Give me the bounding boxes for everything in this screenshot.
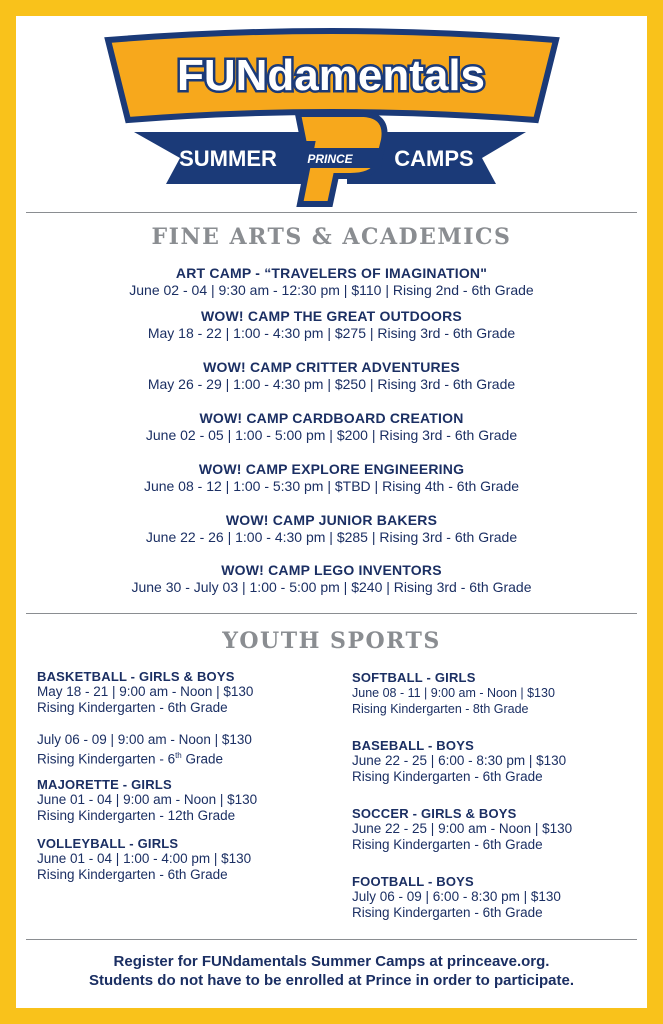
camp-name: WOW! CAMP CRITTER ADVENTURES — [203, 359, 460, 375]
camp-name: WOW! CAMP JUNIOR BAKERS — [225, 512, 438, 528]
sport-name: BASEBALL - BOYS — [352, 738, 474, 753]
fundamentals-logo — [16, 16, 647, 216]
sport-grades: Rising Kindergarten - 6th Grade — [352, 837, 543, 852]
divider-middle — [26, 613, 637, 614]
sport-schedule: June 22 - 25 | 9:00 am - Noon | $130 — [352, 821, 573, 836]
sport-grades: Rising Kindergarten - 6th Grade — [37, 700, 228, 715]
sport-schedule: June 22 - 25 | 6:00 - 8:30 pm | $130 — [352, 753, 567, 768]
sport-name: SOCCER - GIRLS & BOYS — [352, 806, 517, 821]
footer-eligibility-line: Students do not have to be enrolled at Prince in order to participate. — [88, 972, 575, 989]
camp-details: June 22 - 26 | 1:00 - 4:30 pm | $285 | Rising 3rd - 6th Grade — [145, 529, 518, 545]
sport-name: BASKETBALL - GIRLS & BOYS — [37, 669, 235, 684]
camp-lego-inventors — [16, 562, 647, 595]
camp-name: WOW! CAMP EXPLORE ENGINEERING — [198, 461, 465, 477]
camp-details: May 18 - 22 | 1:00 - 4:30 pm | $275 | Rising 3rd - 6th Grade — [147, 325, 516, 341]
sport-name: VOLLEYBALL - GIRLS — [37, 836, 179, 851]
sport-grades: Rising Kindergarten - 6th Grade — [352, 769, 543, 784]
footer-register-line: Register for FUNdamentals Summer Camps at princeave.org. — [113, 953, 550, 970]
camp-details: June 30 - July 03 | 1:00 - 5:00 pm | $240 | Rising 3rd - 6th Grade — [131, 579, 532, 595]
flyer-page — [16, 16, 647, 1008]
camp-art — [16, 265, 647, 298]
sport-name: SOFTBALL - GIRLS — [352, 670, 476, 685]
camp-critter-adventures — [16, 359, 647, 392]
sport-schedule: June 08 - 11 | 9:00 am - Noon | $130 — [352, 686, 555, 700]
youth-sports-heading: YOUTH SPORTS — [222, 628, 441, 654]
camp-name: WOW! CAMP CARDBOARD CREATION — [199, 410, 464, 426]
sport-basketball — [37, 669, 253, 768]
sport-name: MAJORETTE - GIRLS — [37, 777, 172, 792]
sport-volleyball — [37, 836, 251, 883]
prince-label: PRINCE — [307, 152, 353, 166]
camp-name: WOW! CAMP THE GREAT OUTDOORS — [201, 308, 462, 324]
logo-title: FUNdamentals — [176, 51, 486, 100]
sport-soccer — [352, 806, 572, 853]
footer — [16, 952, 647, 990]
camp-details: June 02 - 05 | 1:00 - 5:00 pm | $200 | Rising 3rd - 6th Grade — [145, 427, 518, 443]
fine-arts-heading: FINE ARTS & ACADEMICS — [151, 224, 512, 250]
sport-grades: Rising Kindergarten - 12th Grade — [37, 808, 236, 823]
divider-bottom — [26, 939, 637, 940]
sport-grades-2: Rising Kindergarten - 6th Grade — [37, 751, 224, 767]
camp-great-outdoors — [16, 308, 647, 341]
sport-grades: Rising Kindergarten - 6th Grade — [352, 905, 543, 920]
sport-grades: Rising Kindergarten - 8th Grade — [352, 702, 529, 716]
camp-name: ART CAMP - “TRAVELERS OF IMAGINATION" — [175, 265, 488, 281]
camp-name: WOW! CAMP LEGO INVENTORS — [221, 562, 442, 578]
camp-explore-engineering — [16, 461, 647, 494]
camp-details: May 26 - 29 | 1:00 - 4:30 pm | $250 | Rising 3rd - 6th Grade — [147, 376, 516, 392]
prince-p-badge — [278, 114, 385, 204]
sport-football — [352, 874, 561, 921]
sport-schedule: June 01 - 04 | 1:00 - 4:00 pm | $130 — [37, 851, 252, 866]
sport-baseball — [352, 738, 566, 785]
sport-name: FOOTBALL - BOYS — [352, 874, 474, 889]
sport-schedule: June 01 - 04 | 9:00 am - Noon | $130 — [37, 792, 258, 807]
sport-grades: Rising Kindergarten - 6th Grade — [37, 867, 228, 882]
camp-details: June 08 - 12 | 1:00 - 5:30 pm | $TBD | Rising 4th - 6th Grade — [143, 478, 520, 494]
sport-schedule: May 18 - 21 | 9:00 am - Noon | $130 — [37, 684, 254, 699]
logo-camps: CAMPS — [394, 146, 474, 171]
sport-majorette — [37, 777, 257, 824]
camp-cardboard-creation — [16, 410, 647, 443]
divider-top — [26, 212, 637, 213]
camp-junior-bakers — [16, 512, 647, 545]
camp-details: June 02 - 04 | 9:30 am - 12:30 pm | $110 | Rising 2nd - 6th Grade — [129, 282, 534, 298]
sport-softball — [352, 670, 555, 717]
sport-schedule-2: July 06 - 09 | 9:00 am - Noon | $130 — [37, 732, 252, 747]
logo-summer: SUMMER — [179, 146, 277, 171]
sport-schedule: July 06 - 09 | 6:00 - 8:30 pm | $130 — [352, 889, 561, 904]
